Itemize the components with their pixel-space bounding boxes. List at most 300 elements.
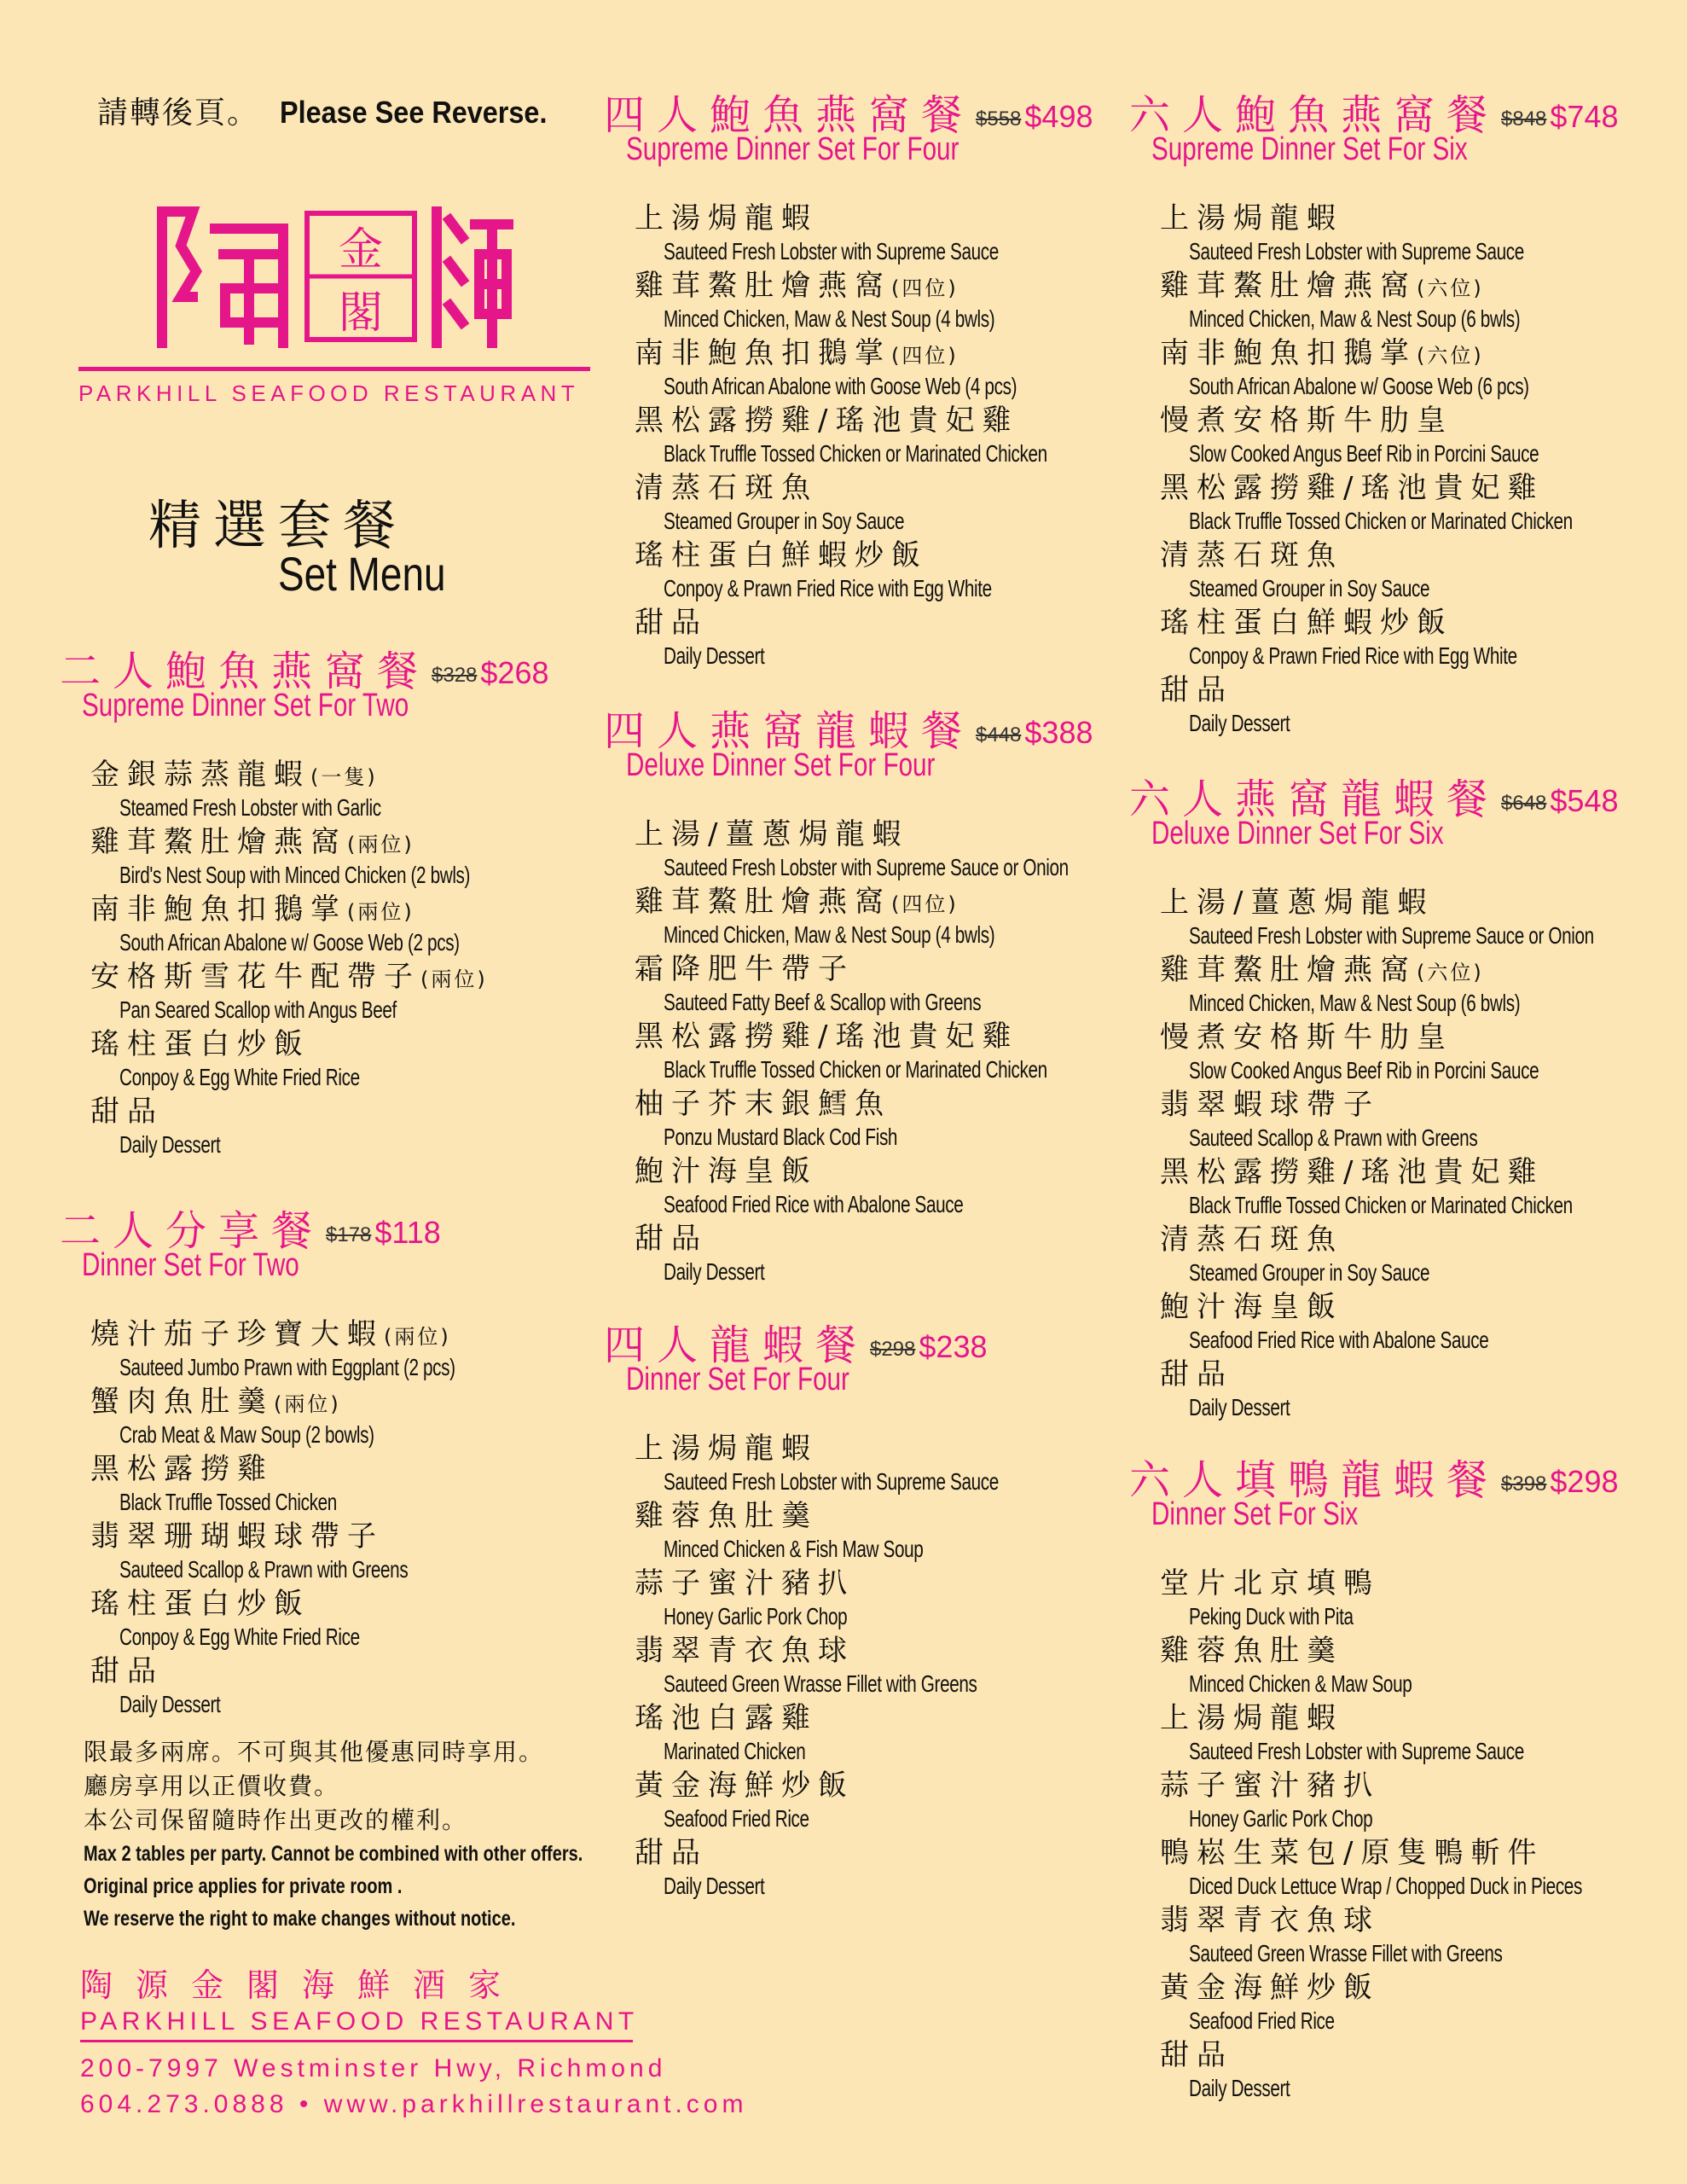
- menu-item-zh: [635, 1154, 1211, 1191]
- menu-item-zh: [635, 1087, 1211, 1124]
- menu-item-zh-name: 翡翠蝦球帶子: [1160, 1088, 1380, 1122]
- menu-item-zh-name: 黑松露撈雞/瑤池貴妃雞: [635, 404, 1019, 438]
- menu-item-zh-name: 上湯/薑蔥焗龍蝦: [635, 817, 909, 851]
- menu-item: [1160, 538, 1687, 606]
- menu-item: [635, 1087, 1211, 1154]
- footer-divider: [80, 2040, 633, 2042]
- set-items: [635, 201, 1182, 673]
- menu-item-en: Steamed Grouper in Soy Sauce: [1189, 1259, 1430, 1286]
- menu-item: [635, 471, 1182, 538]
- menu-item-en: Black Truffle Tossed Chicken or Marinated Chicken: [1189, 508, 1573, 534]
- menu-item-portion: (六位): [1417, 276, 1484, 300]
- menu-item: [90, 1519, 573, 1587]
- menu-item-en: Slow Cooked Angus Beef Rib in Porcini Sauce: [1189, 1057, 1539, 1083]
- menu-item: [90, 825, 594, 892]
- menu-item: [635, 1222, 1211, 1289]
- set-items: [1160, 886, 1687, 1425]
- set-title-zh: 二人分享餐: [60, 1207, 325, 1255]
- set-title-zh: 四人龍蝦餐: [604, 1321, 869, 1369]
- menu-item-zh-name: 清蒸石斑魚: [635, 471, 818, 505]
- menu-item-zh: [1160, 471, 1687, 508]
- menu-item-zh: [1160, 1088, 1687, 1124]
- menu-item-zh: [635, 269, 1182, 305]
- menu-item-zh-name: 甜品: [1160, 2038, 1233, 2072]
- menu-item: [1160, 1769, 1687, 1836]
- set-price: $238: [919, 1329, 988, 1364]
- menu-item: [90, 1385, 573, 1452]
- menu-item-zh: [1160, 269, 1687, 305]
- menu-set-six-deluxe: [1129, 766, 1687, 1425]
- menu-item-en: Sauteed Scallop & Prawn with Greens: [119, 1556, 409, 1583]
- menu-item-en: Daily Dessert: [119, 1131, 221, 1158]
- set-old-price: $558: [976, 107, 1022, 131]
- menu-item-zh: [635, 1432, 1116, 1468]
- menu-item: [635, 404, 1182, 471]
- menu-item-zh-name: 甜品: [90, 1095, 164, 1129]
- menu-item: [635, 1019, 1211, 1087]
- menu-item: [1160, 336, 1687, 404]
- menu-item-en: Minced Chicken, Maw & Nest Soup (4 bwls): [664, 921, 995, 948]
- menu-item: [635, 1154, 1211, 1222]
- menu-item-en: Diced Duck Lettuce Wrap / Chopped Duck in Pieces: [1189, 1873, 1582, 1899]
- menu-item-en: Sauteed Fresh Lobster with Supreme Sauce: [1189, 238, 1524, 264]
- set-title-zh: 六人燕窩龍蝦餐: [1129, 775, 1500, 823]
- menu-item-en: Seafood Fried Rice with Abalone Sauce: [664, 1191, 964, 1217]
- menu-item-zh-name: 黑松露撈雞/瑤池貴妃雞: [635, 1019, 1019, 1054]
- menu-item-zh-name: 鮑汁海皇飯: [1160, 1290, 1343, 1324]
- menu-item-zh: [635, 1634, 1116, 1670]
- menu-item: [1160, 1290, 1687, 1357]
- set-old-price: $298: [870, 1338, 916, 1361]
- menu-item-en: Daily Dessert: [664, 1873, 765, 1899]
- menu-item: [1160, 1701, 1687, 1769]
- menu-item: [1160, 1634, 1687, 1701]
- set-price: $118: [374, 1215, 441, 1250]
- menu-item-zh: [635, 1836, 1116, 1873]
- menu-item: [90, 1095, 594, 1162]
- menu-set-six-dinner: [1129, 1447, 1687, 2106]
- menu-item-en: Black Truffle Tossed Chicken or Marinated Chicken: [664, 1056, 1047, 1083]
- menu-item: [1160, 1903, 1687, 1971]
- menu-item-zh-name: 瑤柱蛋白鮮蝦炒飯: [635, 538, 928, 572]
- footer-name-zh: 陶源金閣海鮮酒家: [80, 1966, 525, 2004]
- menu-item-zh-name: 雞蓉魚肚羹: [635, 1499, 818, 1533]
- menu-item-zh: [90, 892, 594, 929]
- menu-item-zh: [635, 1499, 1116, 1536]
- menu-item: [635, 1769, 1116, 1836]
- menu-item: [635, 269, 1182, 336]
- restaurant-logo: [155, 203, 513, 348]
- fine-print-zh-3: 本公司保留隨時作出更改的權利。: [84, 1806, 468, 1834]
- menu-item-zh: [1160, 1020, 1687, 1057]
- menu-set-two-supreme: [60, 638, 594, 1162]
- set-old-price: $848: [1501, 107, 1547, 131]
- set-price: $748: [1550, 99, 1619, 134]
- menu-item-zh: [1160, 538, 1687, 575]
- menu-item: [635, 1566, 1116, 1634]
- menu-item: [90, 1587, 573, 1654]
- menu-item-en: Daily Dessert: [664, 1258, 765, 1285]
- menu-item-zh-name: 慢煮安格斯牛肋皇: [1160, 1020, 1453, 1054]
- menu-item-zh: [1160, 2038, 1687, 2075]
- menu-item-en: Honey Garlic Pork Chop: [664, 1603, 848, 1629]
- menu-item-en: Seafood Fried Rice with Abalone Sauce: [1189, 1327, 1489, 1353]
- set-title-en: Supreme Dinner Set For Six: [1151, 131, 1468, 167]
- menu-item-zh-name: 雞茸鰲肚燴燕窩: [635, 885, 891, 919]
- menu-item-zh-name: 翡翠青衣魚球: [1160, 1903, 1380, 1937]
- set-title: [1129, 1447, 1687, 1503]
- menu-item-en: Conpoy & Egg White Fried Rice: [119, 1064, 360, 1090]
- menu-item-zh: [90, 825, 594, 862]
- menu-item: [635, 1499, 1116, 1566]
- set-title-zh: 四人鮑魚燕窩餐: [604, 91, 975, 139]
- set-price: $548: [1550, 783, 1619, 818]
- set-title: [1129, 82, 1687, 138]
- menu-item-zh: [1160, 1634, 1687, 1670]
- menu-item-en: Conpoy & Prawn Fried Rice with Egg White: [1189, 642, 1517, 669]
- menu-item: [1160, 471, 1687, 538]
- menu-item-zh-name: 慢煮安格斯牛肋皇: [1160, 404, 1453, 438]
- set-title-zh: 六人填鴨龍蝦餐: [1129, 1456, 1500, 1504]
- menu-item: [1160, 1223, 1687, 1290]
- menu-item: [90, 758, 594, 825]
- menu-item-zh: [635, 1222, 1211, 1258]
- menu-item-zh: [635, 606, 1182, 642]
- menu-item-en: Sauteed Fresh Lobster with Supreme Sauce: [664, 238, 999, 264]
- menu-item-zh: [1160, 1290, 1687, 1327]
- menu-item-en: Sauteed Scallop & Prawn with Greens: [1189, 1124, 1478, 1151]
- menu-item-portion: (四位): [891, 344, 959, 368]
- menu-item-portion: (兩位): [347, 900, 415, 924]
- set-items: [90, 758, 594, 1162]
- menu-set-four-dinner: [604, 1312, 1116, 1903]
- menu-item: [1160, 1088, 1687, 1155]
- menu-item-en: Sauteed Fresh Lobster with Supreme Sauce: [664, 1468, 999, 1495]
- menu-item-zh: [1160, 201, 1687, 238]
- menu-item: [1160, 1836, 1687, 1903]
- menu-item-en: Steamed Grouper in Soy Sauce: [664, 508, 905, 534]
- menu-item-en: Seafood Fried Rice: [1189, 2007, 1335, 2034]
- menu-item-zh-name: 蟹肉魚肚羹: [90, 1385, 274, 1419]
- menu-item-zh: [1160, 1155, 1687, 1192]
- menu-item-zh: [635, 471, 1182, 508]
- menu-item-en: Black Truffle Tossed Chicken: [119, 1489, 337, 1515]
- menu-item-zh: [1160, 1971, 1687, 2007]
- menu-item-zh: [1160, 606, 1687, 642]
- fine-print-en-2: Original price applies for private room .: [84, 1874, 403, 1898]
- menu-item-zh: [1160, 1566, 1687, 1603]
- menu-item-zh-name: 清蒸石斑魚: [1160, 538, 1343, 572]
- set-title-en: Deluxe Dinner Set For Four: [626, 747, 936, 783]
- menu-item: [1160, 1971, 1687, 2038]
- set-title: [1129, 766, 1687, 822]
- menu-item: [1160, 673, 1687, 741]
- fine-print-zh-1: 限最多兩席。不可與其他優惠同時享用。: [84, 1738, 545, 1766]
- menu-item-zh: [90, 758, 594, 794]
- menu-item-en: South African Abalone w/ Goose Web (6 pcs): [1189, 373, 1529, 399]
- menu-item-zh: [1160, 1769, 1687, 1805]
- logo-underline: [78, 367, 590, 371]
- menu-item-zh-name: 雞蓉魚肚羹: [1160, 1634, 1343, 1668]
- menu-item: [1160, 1357, 1687, 1425]
- menu-item: [1160, 953, 1687, 1020]
- menu-item-portion: (六位): [1417, 344, 1484, 368]
- menu-item-en: Slow Cooked Angus Beef Rib in Porcini Sauce: [1189, 440, 1539, 467]
- set-price: $298: [1550, 1464, 1619, 1499]
- menu-item-en: Minced Chicken, Maw & Nest Soup (4 bwls): [664, 305, 995, 332]
- set-title: [604, 82, 1182, 138]
- menu-item-zh-name: 瑤柱蛋白鮮蝦炒飯: [1160, 606, 1453, 640]
- menu-item: [1160, 886, 1687, 953]
- menu-item-zh: [635, 336, 1182, 373]
- menu-item: [1160, 201, 1687, 269]
- set-title-zh: 二人鮑魚燕窩餐: [60, 648, 431, 695]
- set-title-en: Dinner Set For Four: [626, 1362, 849, 1397]
- menu-item-en: Daily Dessert: [119, 1691, 221, 1717]
- menu-item: [90, 1317, 573, 1385]
- menu-item-zh-name: 雞茸鰲肚燴燕窩: [1160, 953, 1417, 987]
- menu-item-en: Ponzu Mustard Black Cod Fish: [664, 1124, 898, 1150]
- menu-set-four-deluxe: [604, 698, 1211, 1289]
- fine-print-zh-2: 廳房享用以正價收費。: [84, 1772, 340, 1800]
- menu-item-portion: (兩位): [274, 1392, 341, 1416]
- set-title-en: Supreme Dinner Set For Four: [626, 131, 959, 167]
- menu-item-zh: [1160, 1836, 1687, 1873]
- menu-item: [90, 960, 594, 1027]
- menu-item-zh: [1160, 1357, 1687, 1394]
- menu-item-portion: (四位): [891, 892, 959, 916]
- menu-item-zh-name: 黑松露撈雞: [90, 1452, 274, 1486]
- menu-item-zh-name: 上湯焗龍蝦: [1160, 1701, 1343, 1735]
- menu-set-six-supreme: [1129, 82, 1687, 741]
- menu-item: [1160, 269, 1687, 336]
- see-reverse-notice: [97, 89, 577, 132]
- set-items: [635, 817, 1211, 1289]
- menu-item-en: Sauteed Fresh Lobster with Supreme Sauce or Onion: [1189, 922, 1594, 949]
- menu-item-en: Conpoy & Egg White Fried Rice: [119, 1623, 360, 1650]
- menu-item-en: Minced Chicken, Maw & Nest Soup (6 bwls): [1189, 305, 1521, 332]
- set-old-price: $328: [432, 664, 478, 687]
- logo-restaurant-name: PARKHILL SEAFOOD RESTAURANT: [78, 380, 580, 406]
- menu-item: [1160, 404, 1687, 471]
- menu-item-zh: [1160, 953, 1687, 990]
- menu-item-zh-name: 瑤柱蛋白炒飯: [90, 1587, 310, 1621]
- set-title: [604, 698, 1211, 754]
- menu-item-zh-name: 雞茸鰲肚燴燕窩: [635, 269, 891, 303]
- menu-item-zh-name: 金銀蒜蒸龍蝦: [90, 758, 310, 792]
- menu-item-zh-name: 翡翠青衣魚球: [635, 1634, 855, 1668]
- menu-item-zh-name: 上湯焗龍蝦: [635, 1432, 818, 1466]
- set-title: [604, 1312, 1116, 1368]
- menu-item-zh-name: 上湯焗龍蝦: [1160, 201, 1343, 235]
- menu-item: [90, 892, 594, 960]
- menu-item-portion: (兩位): [420, 967, 488, 991]
- menu-item-zh-name: 瑤池白露雞: [635, 1701, 818, 1735]
- set-title-zh: 四人燕窩龍蝦餐: [604, 707, 975, 755]
- menu-item-zh: [1160, 404, 1687, 440]
- menu-item-zh-name: 蒜子蜜汁豬扒: [635, 1566, 855, 1600]
- menu-item-zh: [1160, 1701, 1687, 1738]
- set-title: [60, 1198, 573, 1254]
- menu-item-en: Seafood Fried Rice: [664, 1805, 809, 1832]
- menu-item-en: Honey Garlic Pork Chop: [1189, 1805, 1373, 1832]
- set-menu-title-en: Set Menu: [278, 547, 446, 601]
- menu-item: [635, 1432, 1116, 1499]
- menu-item-zh-name: 甜品: [1160, 1357, 1233, 1391]
- menu-item-en: Steamed Grouper in Soy Sauce: [1189, 575, 1430, 601]
- menu-item: [635, 952, 1211, 1019]
- menu-item-en: Daily Dessert: [664, 642, 765, 669]
- menu-item: [635, 817, 1211, 885]
- menu-item: [1160, 1566, 1687, 1634]
- menu-item-zh: [90, 1519, 573, 1556]
- menu-item: [90, 1452, 573, 1519]
- menu-item-zh: [90, 1385, 573, 1421]
- footer-address: 200-7997 Westminster Hwy, Richmond: [80, 2054, 667, 2082]
- menu-item-zh: [90, 1587, 573, 1623]
- set-old-price: $448: [976, 723, 1022, 746]
- set-title: [60, 638, 594, 694]
- set-price: $388: [1024, 715, 1093, 750]
- menu-item: [1160, 2038, 1687, 2106]
- menu-item-en: Crab Meat & Maw Soup (2 bowls): [119, 1421, 374, 1448]
- logo-char-gold: 金: [338, 224, 384, 276]
- menu-set-four-supreme: [604, 82, 1182, 673]
- menu-item-en: Sauteed Fresh Lobster with Supreme Sauce or Onion: [664, 854, 1069, 880]
- menu-item-en: Daily Dessert: [1189, 2075, 1290, 2101]
- menu-item-en: South African Abalone with Goose Web (4 pcs): [664, 373, 1017, 399]
- menu-item-en: Minced Chicken & Maw Soup: [1189, 1670, 1412, 1697]
- menu-item-en: Bird's Nest Soup with Minced Chicken (2 bwls): [119, 862, 471, 888]
- menu-item-zh-name: 翡翠珊瑚蝦球帶子: [90, 1519, 384, 1554]
- set-items: [1160, 201, 1687, 741]
- set-old-price: $398: [1501, 1472, 1547, 1496]
- menu-item-en: Sauteed Fresh Lobster with Supreme Sauce: [1189, 1738, 1524, 1764]
- set-menu-title-zh: 精選套餐: [148, 494, 409, 556]
- menu-item-zh-name: 甜品: [635, 1222, 708, 1256]
- menu-item-zh-name: 堂片北京填鴨: [1160, 1566, 1380, 1600]
- menu-item-zh-name: 清蒸石斑魚: [1160, 1223, 1343, 1257]
- menu-item-portion: (兩位): [384, 1325, 451, 1349]
- menu-item-portion: (四位): [891, 276, 959, 300]
- menu-item-zh-name: 甜品: [90, 1654, 164, 1688]
- set-old-price: $178: [326, 1223, 372, 1246]
- set-title-zh: 六人鮑魚燕窩餐: [1129, 91, 1500, 139]
- menu-item-en: Steamed Fresh Lobster with Garlic: [119, 794, 381, 821]
- footer: [80, 1959, 748, 2119]
- menu-item-portion: (兩位): [347, 833, 415, 857]
- menu-item: [90, 1654, 573, 1722]
- menu-item: [1160, 1155, 1687, 1223]
- menu-item: [635, 538, 1182, 606]
- menu-item-zh-name: 甜品: [1160, 673, 1233, 707]
- notice-zh: 請轉後頁。: [97, 96, 260, 131]
- menu-item-zh-name: 黃金海鮮炒飯: [1160, 1971, 1380, 2005]
- menu-item-zh: [635, 885, 1211, 921]
- menu-item-en: Peking Duck with Pita: [1189, 1603, 1354, 1629]
- menu-item-zh-name: 鴨崧生菜包/原隻鴨斬件: [1160, 1836, 1545, 1870]
- menu-item-en: Conpoy & Prawn Fried Rice with Egg White: [664, 575, 992, 601]
- menu-item-zh: [90, 1095, 594, 1131]
- set-price: $498: [1024, 99, 1093, 134]
- menu-item-en: Black Truffle Tossed Chicken or Marinated Chicken: [664, 440, 1047, 467]
- menu-item-en: Sauteed Jumbo Prawn with Eggplant (2 pcs): [119, 1354, 455, 1380]
- menu-item-en: Sauteed Fatty Beef & Scallop with Greens: [664, 989, 982, 1015]
- set-items: [635, 1432, 1116, 1903]
- menu-item-en: Pan Seared Scallop with Angus Beef: [119, 996, 397, 1023]
- footer-name-en: PARKHILL SEAFOOD RESTAURANT: [80, 2007, 639, 2036]
- menu-item-zh: [1160, 886, 1687, 922]
- footer-contact: 604.273.0888 • www.parkhillrestaurant.com: [80, 2090, 748, 2118]
- menu-item-zh: [635, 1769, 1116, 1805]
- menu-item-zh-name: 雞茸鰲肚燴燕窩: [90, 825, 347, 859]
- set-title-en: Deluxe Dinner Set For Six: [1151, 816, 1444, 851]
- menu-item-zh-name: 上湯/薑蔥焗龍蝦: [1160, 886, 1435, 920]
- set-title-en: Dinner Set For Two: [82, 1247, 299, 1283]
- menu-item: [635, 606, 1182, 673]
- menu-item-zh-name: 雞茸鰲肚燴燕窩: [1160, 269, 1417, 303]
- menu-item-zh: [635, 1019, 1211, 1056]
- menu-item-zh: [1160, 1223, 1687, 1259]
- set-items: [90, 1317, 573, 1722]
- menu-item-zh: [635, 952, 1211, 989]
- menu-item-portion: (一隻): [310, 765, 378, 789]
- menu-item: [635, 336, 1182, 404]
- menu-item-portion: (六位): [1417, 961, 1484, 985]
- menu-item-zh: [635, 404, 1182, 440]
- menu-item-zh-name: 瑤柱蛋白炒飯: [90, 1027, 310, 1061]
- menu-item-zh-name: 燒汁茄子珍寶大蝦: [90, 1317, 384, 1351]
- menu-item-zh-name: 上湯焗龍蝦: [635, 201, 818, 235]
- menu-item-en: Black Truffle Tossed Chicken or Marinated Chicken: [1189, 1192, 1573, 1218]
- menu-item-zh-name: 南非鮑魚扣鵝掌: [635, 336, 891, 370]
- logo-char-pavilion: 閣: [338, 288, 384, 339]
- menu-item-zh: [635, 1701, 1116, 1738]
- menu-item-zh: [90, 1027, 594, 1064]
- menu-item-zh-name: 黑松露撈雞/瑤池貴妃雞: [1160, 471, 1545, 505]
- menu-item-zh-name: 黑松露撈雞/瑤池貴妃雞: [1160, 1155, 1545, 1189]
- menu-item-zh: [90, 1317, 573, 1354]
- menu-item: [635, 885, 1211, 952]
- set-price: $268: [480, 655, 549, 690]
- menu-item-zh: [635, 817, 1211, 854]
- menu-item: [1160, 606, 1687, 673]
- menu-item: [635, 201, 1182, 269]
- menu-item-en: Daily Dessert: [1189, 1394, 1290, 1420]
- fine-print-en-1: Max 2 tables per party. Cannot be combined with other offers.: [84, 1842, 583, 1866]
- set-old-price: $648: [1501, 792, 1547, 815]
- menu-item-zh: [635, 201, 1182, 238]
- set-items: [1160, 1566, 1687, 2106]
- notice-en: Please See Reverse.: [280, 95, 548, 130]
- set-title-en: Supreme Dinner Set For Two: [82, 688, 409, 723]
- menu-item-zh-name: 甜品: [635, 1836, 708, 1870]
- menu-item: [635, 1836, 1116, 1903]
- menu-item-en: Sauteed Green Wrasse Fillet with Greens: [664, 1670, 977, 1697]
- menu-item-zh: [635, 538, 1182, 575]
- menu-item-en: Minced Chicken & Fish Maw Soup: [664, 1536, 924, 1562]
- menu-item-zh-name: 柚子芥末銀鱈魚: [635, 1087, 891, 1121]
- menu-set-two-dinner: [60, 1198, 573, 1722]
- menu-item-en: Marinated Chicken: [664, 1738, 806, 1764]
- menu-item-en: Sauteed Green Wrasse Fillet with Greens: [1189, 1940, 1503, 1966]
- menu-item-zh: [635, 1566, 1116, 1603]
- menu-item-en: Minced Chicken, Maw & Nest Soup (6 bwls): [1189, 990, 1521, 1016]
- menu-item: [635, 1701, 1116, 1769]
- menu-item: [635, 1634, 1116, 1701]
- menu-item-zh-name: 安格斯雪花牛配帶子: [90, 960, 420, 994]
- menu-item-zh-name: 霜降肥牛帶子: [635, 952, 855, 986]
